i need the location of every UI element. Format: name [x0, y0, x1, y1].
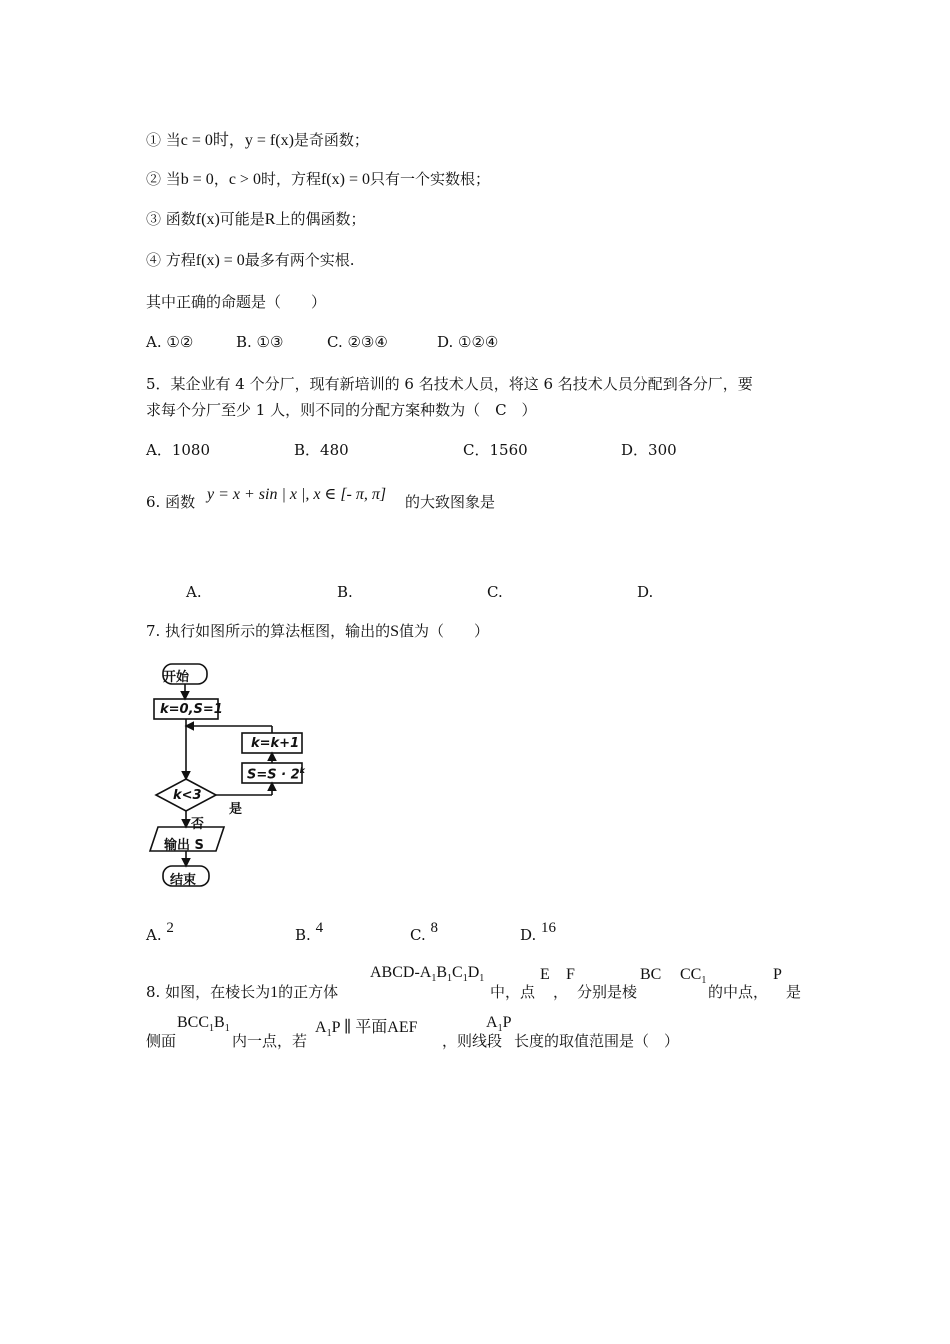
flow-init-label: k=0,S=1 [160, 702, 223, 717]
q6-option-b: B. [337, 583, 353, 601]
parallel-condition: $A_1P$ ∥ 平面AEF [315, 1019, 418, 1040]
point-p-label: P [773, 966, 782, 983]
q5-option-d: D．300 [621, 441, 677, 459]
q4-option-a: A. ①② [146, 333, 194, 351]
flow-decision-label: k<3 [173, 788, 202, 803]
q8-text-end: 是 [786, 983, 802, 1001]
statement-4: ④ 方程f(x) = 0最多有两个实根. [146, 251, 355, 269]
q6-prefix: 6. 函数 [146, 493, 196, 511]
q8-text-mid: 中，点 [490, 983, 536, 1001]
q7-option-b: B. 4 [295, 920, 324, 944]
face-bcc1b1-label: $BCC_1B_1$ [177, 1014, 230, 1035]
statement-2: ② 当b = 0，c > 0时，方程f(x) = 0只有一个实数根； [146, 170, 490, 188]
edge-bc-label: BC [640, 966, 662, 983]
q6-option-d: D. [637, 583, 654, 601]
q5-option-c: C．1560 [463, 441, 528, 459]
flow-yes-label: 是 [229, 802, 243, 817]
q8-prefix: 8. 如图，在棱长为1的正方体 [146, 983, 339, 1001]
q5-option-a: A．1080 [146, 441, 211, 459]
q8-line2-prefix: 侧面 [146, 1032, 177, 1050]
statement-1: ① 当c = 0时，y = f(x)是奇函数； [146, 131, 369, 149]
q4-option-d: D. ①②④ [437, 333, 499, 351]
q8-line2-suffix: 长度的取值范围是（ ） [514, 1032, 680, 1050]
flow-output-label: 输出 S [164, 838, 204, 853]
q4-option-c: C. ②③④ [327, 333, 388, 351]
flow-step-multiply-label: $S=S \cdot 2^k$ [247, 766, 305, 783]
q4-stem: 其中正确的命题是（ ） [146, 293, 327, 311]
flow-no-label: 否 [191, 817, 205, 832]
q8-text-mid3: 分别是棱 [577, 983, 638, 1001]
q6-option-a: A. [186, 583, 202, 601]
flow-start-label: 开始 [163, 670, 190, 685]
q6-formula: y = x + sin | x |, x ∈ [- π, π] [207, 486, 387, 503]
edge-cc1-label: $CC_1$ [680, 966, 707, 987]
q8-separator: ， [553, 983, 569, 1001]
q5-line-2: 求每个分厂至少 1 人，则不同的分配方案种数为（ C ） [146, 401, 537, 419]
flow-end-label: 结束 [170, 873, 197, 888]
q8-line2-mid1: 内一点，若 [232, 1032, 308, 1050]
q7-option-d: D. 16 [520, 920, 557, 944]
statement-3: ③ 函数f(x)可能是R上的偶函数； [146, 210, 366, 228]
q6-option-c: C. [487, 583, 503, 601]
flow-step-increment-label: k=k+1 [251, 736, 300, 751]
point-e-label: E [540, 966, 550, 983]
q6-suffix: 的大致图象是 [405, 493, 496, 511]
segment-a1p-label: $A_1P$ [486, 1014, 512, 1035]
cube-label: ABCD-$A_1B_1C_1D_1$ [370, 964, 485, 985]
q5-option-b: B．480 [294, 441, 349, 459]
q5-line-1: 5．某企业有 4 个分厂，现有新培训的 6 名技术人员，将这 6 名技术人员分配到各分厂，要 [146, 375, 753, 393]
q7-option-a: A. 2 [146, 920, 174, 944]
q8-text-mid4: 的中点， [708, 983, 769, 1001]
q7-stem: 7. 执行如图所示的算法框图，输出的S值为（ ） [146, 622, 490, 640]
q4-option-b: B. ①③ [236, 333, 284, 351]
point-f-label: F [566, 966, 575, 983]
q7-option-c: C. 8 [410, 920, 438, 944]
q8-line2-mid2: ，则线段 [442, 1032, 503, 1050]
